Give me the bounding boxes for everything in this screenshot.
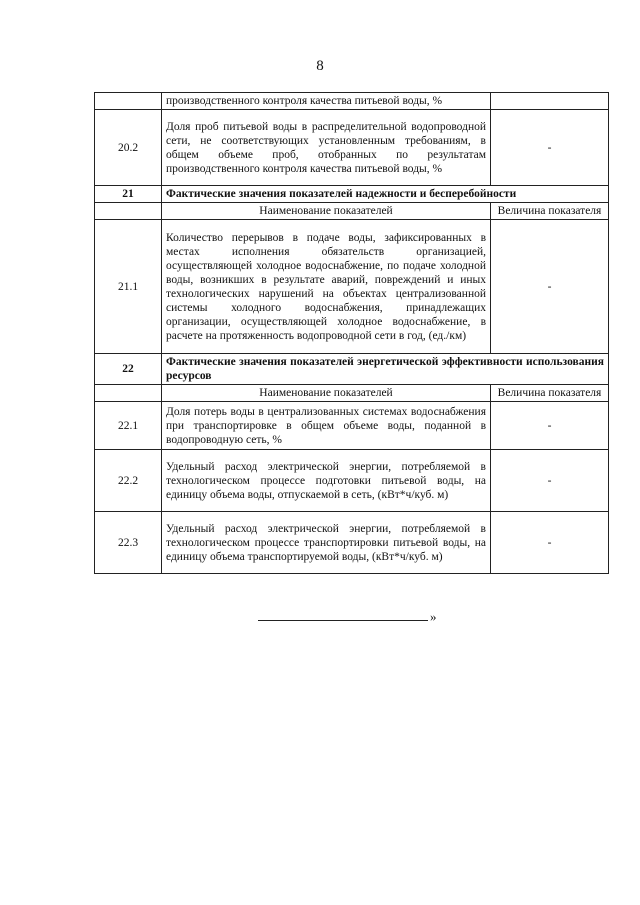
indicator-name: Удельный расход электрической энергии, потребляемой в технологическом процессе транспортировки питьевой воды, на единицу объема транспортируемой воды, (кВт*ч/куб. м) [162, 512, 491, 574]
row-number: 21.1 [95, 220, 162, 354]
section-title: Фактические значения показателей надежности и бесперебойности [162, 186, 609, 203]
page-number: 8 [316, 58, 324, 74]
row-number: 22.1 [95, 402, 162, 450]
closing-quote-mark: » [430, 609, 437, 624]
section-number: 22 [95, 354, 162, 385]
table-row [95, 110, 609, 186]
row-number: 22.2 [95, 450, 162, 512]
row-number [95, 93, 162, 110]
indicator-value: - [491, 450, 609, 512]
indicator-value [491, 93, 609, 110]
indicator-value: - [491, 402, 609, 450]
header-value: Величина показателя [491, 385, 609, 402]
header-row [95, 385, 609, 402]
table-row [95, 93, 609, 110]
section-row [95, 354, 609, 385]
closing-line [258, 608, 437, 625]
table-row [95, 450, 609, 512]
indicator-value: - [491, 512, 609, 574]
row-number: 22.3 [95, 512, 162, 574]
indicator-name: Количество перерывов в подаче воды, зафиксированных в местах исполнения обязательств организацией, осуществляющей холодное водоснабжение, по подаче холодной воды, возникших в результате аварий, повреждений и иных технологических нарушений на объектах централизованной системы холодного водоснабжения, принадлежащих организации, осуществляющей холодное водоснабжение, в расчете на протяженность водопроводной сети в год, (ед./км) [162, 220, 491, 354]
indicator-value: - [491, 220, 609, 354]
table-row [95, 220, 609, 354]
signature-underline [258, 608, 428, 621]
indicator-name: Доля потерь воды в централизованных системах водоснабжения при транспортировке в общем объеме воды, поданной в водопроводную сеть, % [162, 402, 491, 450]
indicators-table [94, 92, 609, 574]
header-value: Величина показателя [491, 203, 609, 220]
row-number: 20.2 [95, 110, 162, 186]
indicator-name: производственного контроля качества питьевой воды, % [162, 93, 491, 110]
header-name: Наименование показателей [162, 385, 491, 402]
table-row [95, 402, 609, 450]
header-empty-cell [95, 203, 162, 220]
indicator-name: Доля проб питьевой воды в распределительной водопроводной сети, не соответствующих установленным требованиям, в общем объеме проб, отобранных по результатам производственного контроля качества питьевой воды, % [162, 110, 491, 186]
header-row [95, 203, 609, 220]
section-row [95, 186, 609, 203]
section-title: Фактические значения показателей энергетической эффективности использования ресурсов [162, 354, 609, 385]
section-number: 21 [95, 186, 162, 203]
table-row [95, 512, 609, 574]
header-empty-cell [95, 385, 162, 402]
indicator-value: - [491, 110, 609, 186]
indicator-name: Удельный расход электрической энергии, потребляемой в технологическом процессе подготовки питьевой воды, на единицу объема воды, отпускаемой в сеть, (кВт*ч/куб. м) [162, 450, 491, 512]
header-name: Наименование показателей [162, 203, 491, 220]
